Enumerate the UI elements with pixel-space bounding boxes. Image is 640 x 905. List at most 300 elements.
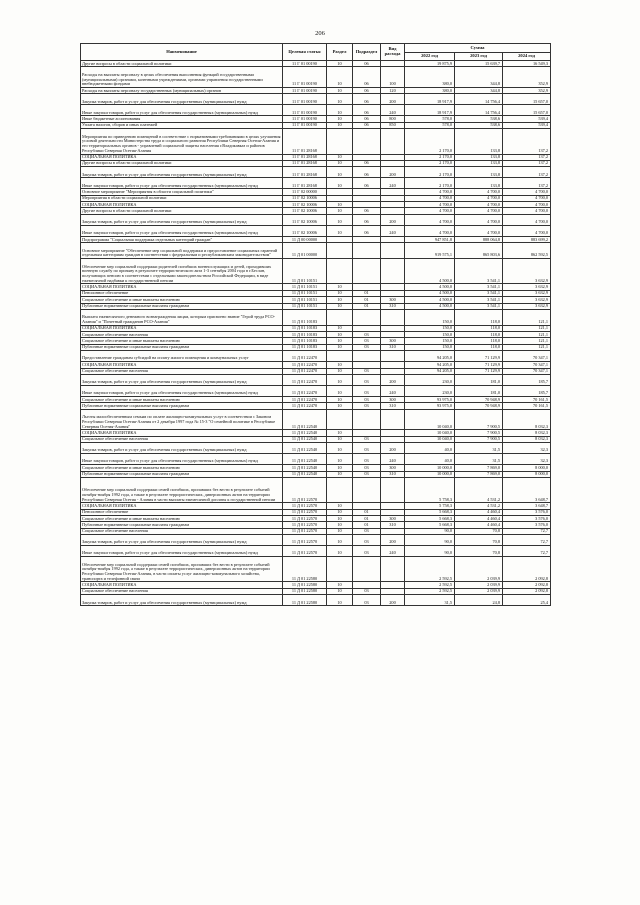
- row-section: 10: [327, 105, 353, 116]
- row-expense-type: 200: [381, 94, 405, 105]
- row-target-article: 11 Д 01 22540: [283, 409, 327, 430]
- row-target-article: 11 Г 02 10006: [283, 225, 327, 236]
- table-row: [81, 557, 551, 582]
- row-section: 10: [327, 332, 353, 338]
- row-section: 10: [327, 178, 353, 189]
- row-subsection: 03: [353, 546, 381, 557]
- row-sum-2023: 118,0: [455, 325, 503, 331]
- row-section: 10: [327, 528, 353, 534]
- row-sum-2024: 70 161,5: [503, 397, 551, 403]
- row-sum-2024: 121,1: [503, 309, 551, 325]
- row-sum-2023: 118,0: [455, 332, 503, 338]
- row-sum-2023: 71 129,9: [455, 362, 503, 368]
- row-target-article: 11 Д 01 10151: [283, 259, 327, 284]
- row-sum-2024: 121,1: [503, 344, 551, 350]
- row-sum-2023: 7 869,0: [455, 471, 503, 477]
- row-sum-2023: 71 129,9: [455, 351, 503, 362]
- row-subsection: 01: [353, 297, 381, 303]
- row-sum-2022: 4 700,0: [405, 214, 455, 225]
- row-sum-2022: 10 040,0: [405, 409, 455, 430]
- row-sum-2023: 3 541,1: [455, 284, 503, 290]
- row-target-article: 11 Д 01 22470: [283, 351, 327, 362]
- row-section: 10: [327, 430, 353, 436]
- row-sum-2022: 2 170,0: [405, 178, 455, 189]
- row-name: СОЦИАЛЬНАЯ ПОЛИТИКА: [81, 582, 283, 588]
- row-name: Иные закупки товаров, работ и услуг для обеспечения государственных (муниципальных) нужд: [81, 105, 283, 116]
- row-sum-2022: 10 040,0: [405, 430, 455, 436]
- table-row: [81, 546, 551, 557]
- header-target-article: Целевая статья: [283, 44, 327, 61]
- row-section: 10: [327, 122, 353, 128]
- row-target-article: 11 Д 01 22580: [283, 588, 327, 594]
- row-name: СОЦИАЛЬНАЯ ПОЛИТИКА: [81, 430, 283, 436]
- row-sum-2023: 4 700,0: [455, 225, 503, 236]
- row-name: Социальное обеспечение населения: [81, 436, 283, 442]
- row-subsection: 03: [353, 374, 381, 385]
- row-name: Закупка товаров, работ и услуг для обеспечения государственных (муниципальных) нужд: [81, 595, 283, 606]
- row-name: Публичные нормативные социальные выплаты гражданам: [81, 403, 283, 409]
- row-target-article: 11 Г 01 28168: [283, 167, 327, 178]
- page-number: 206: [315, 30, 325, 37]
- row-sum-2022: 150,0: [405, 344, 455, 350]
- row-name: Льготы малообеспеченным семьям по оплате жилищно-коммунальных услуг в соответствии с Законом Республики Северная Осетия-Алания от 2 декабря 1997 года № 15-3 "О семейной политике в Республике Северная Осетия-Алания": [81, 409, 283, 430]
- row-sum-2023: 14 756,4: [455, 94, 503, 105]
- row-target-article: 11 Д 01 10183: [283, 338, 327, 344]
- row-subsection: 03: [353, 368, 381, 374]
- row-name: Расходы на выплаты персоналу в целях обеспечения выполнения функций государственными (муниципальными) органами, казенными учреждениями, органами управления государственными внебюджетными фондами: [81, 67, 283, 88]
- row-target-article: 11 Д 01 10151: [283, 303, 327, 309]
- row-sum-2023: 24,8: [455, 595, 503, 606]
- row-section: 10: [327, 362, 353, 368]
- row-subsection: 06: [353, 225, 381, 236]
- row-target-article: 11 Д 00 00000: [283, 236, 327, 242]
- row-sum-2024: 8 000,0: [503, 471, 551, 477]
- row-sum-2023: 2 039,9: [455, 582, 503, 588]
- row-section: 10: [327, 303, 353, 309]
- row-name: Подпрограмма "Социальная поддержка отдельных категорий граждан": [81, 236, 283, 242]
- row-name: Закупка товаров, работ и услуг для обеспечения государственных (муниципальных) нужд: [81, 374, 283, 385]
- row-target-article: 11 Г 01 00190: [283, 122, 327, 128]
- header-subsection: Подраздел: [353, 44, 381, 61]
- row-name: Закупка товаров, работ и услуг для обеспечения государственных (муниципальных) нужд: [81, 167, 283, 178]
- row-target-article: 11 Г 02 00000: [283, 189, 327, 195]
- row-name: Основное мероприятие "Мероприятия в области социальной политики": [81, 189, 283, 195]
- row-subsection: 01: [353, 509, 381, 515]
- row-target-article: 11 Д 01 22470: [283, 397, 327, 403]
- row-sum-2024: 3 576,0: [503, 522, 551, 528]
- row-section: 10: [327, 368, 353, 374]
- row-target-article: 11 Г 01 28168: [283, 129, 327, 154]
- row-expense-type: [381, 129, 405, 154]
- row-sum-2022: 18 917,9: [405, 105, 455, 116]
- row-section: 10: [327, 503, 353, 509]
- row-subsection: 03: [353, 403, 381, 409]
- row-subsection: [353, 409, 381, 430]
- row-name: Пенсионное обеспечение: [81, 290, 283, 296]
- row-sum-2022: 2 592,5: [405, 582, 455, 588]
- row-sum-2023: 538,6: [455, 122, 503, 128]
- row-sum-2023: 344,8: [455, 87, 503, 93]
- row-sum-2024: 3 576,0: [503, 515, 551, 521]
- row-sum-2024: 70 347,1: [503, 351, 551, 362]
- row-sum-2022: 40,0: [405, 443, 455, 454]
- row-sum-2022: 5 668,3: [405, 522, 455, 528]
- row-expense-type: 200: [381, 443, 405, 454]
- row-subsection: 03: [353, 528, 381, 534]
- row-sum-2024: 539,4: [503, 122, 551, 128]
- row-subsection: 03: [353, 588, 381, 594]
- row-expense-type: 310: [381, 403, 405, 409]
- row-subsection: [353, 243, 381, 259]
- row-sum-2022: 5 758,3: [405, 477, 455, 502]
- row-sum-2024: 15 657,0: [503, 105, 551, 116]
- row-sum-2023: 118,0: [455, 309, 503, 325]
- row-sum-2022: 150,0: [405, 325, 455, 331]
- row-name: Мероприятия по приведению помещений в соответствие с нормативными требованиями в целях улучшения условий деятельности Министерства труда и социального развития Республики Северная Осетия-Алания и его территориальных органов - управлений социальной защиты населения г.Владикавказ и районов Республики Северная Осетия-Алания: [81, 129, 283, 154]
- row-sum-2023: 70,8: [455, 546, 503, 557]
- row-sum-2023: 7 900,5: [455, 430, 503, 436]
- row-sum-2024: 70 161,5: [503, 403, 551, 409]
- row-name: Другие вопросы в области социальной политики: [81, 208, 283, 214]
- row-target-article: 11 Д 01 22540: [283, 471, 327, 477]
- row-target-article: 11 Д 01 22540: [283, 430, 327, 436]
- row-name: Публичные нормативные социальные выплаты гражданам: [81, 522, 283, 528]
- row-sum-2024: 3 632,9: [503, 297, 551, 303]
- table-row: [81, 477, 551, 502]
- row-target-article: 11 Д 01 22570: [283, 546, 327, 557]
- row-subsection: 03: [353, 465, 381, 471]
- table-row: [81, 67, 551, 88]
- row-sum-2024: 4 700,0: [503, 189, 551, 195]
- row-name: СОЦИАЛЬНАЯ ПОЛИТИКА: [81, 325, 283, 331]
- row-subsection: 06: [353, 105, 381, 116]
- row-target-article: 11 Д 01 22540: [283, 454, 327, 465]
- row-expense-type: 120: [381, 87, 405, 93]
- row-name: СОЦИАЛЬНАЯ ПОЛИТИКА: [81, 202, 283, 208]
- row-sum-2023: 133,8: [455, 160, 503, 166]
- row-section: 10: [327, 471, 353, 477]
- row-target-article: 11 Д 01 10151: [283, 297, 327, 303]
- row-section: 10: [327, 284, 353, 290]
- row-section: 10: [327, 225, 353, 236]
- row-name: Другие вопросы в области социальной политики: [81, 160, 283, 166]
- header-expense-type: Вид расхода: [381, 44, 405, 61]
- row-target-article: 11 Д 01 00000: [283, 243, 327, 259]
- row-target-article: 11 Г 01 00190: [283, 116, 327, 122]
- row-sum-2022: 94 205,0: [405, 368, 455, 374]
- budget-table: [80, 43, 551, 606]
- row-sum-2022: 4 700,0: [405, 189, 455, 195]
- row-expense-type: 310: [381, 471, 405, 477]
- row-target-article: 11 Д 01 22470: [283, 368, 327, 374]
- row-section: 10: [327, 465, 353, 471]
- row-sum-2024: 3 648,7: [503, 503, 551, 509]
- row-name: Уплата налогов, сборов и иных платежей: [81, 122, 283, 128]
- table-row: [81, 243, 551, 259]
- row-target-article: 11 Д 01 22540: [283, 436, 327, 442]
- row-sum-2024: 137,2: [503, 167, 551, 178]
- row-section: 10: [327, 297, 353, 303]
- row-section: 10: [327, 116, 353, 122]
- row-expense-type: [381, 259, 405, 284]
- row-name: Обеспечение мер социальной поддержки семей погибших, пропавших без вести в результате событий октября-ноября 1992 года, а также в результате террористических, диверсионных актов на территории Республики Северная Осетия - Алания в части выплаты ежемесячной доплаты к государственной пенсии: [81, 477, 283, 502]
- row-sum-2023: 538,6: [455, 116, 503, 122]
- row-target-article: 11 Д 01 22580: [283, 582, 327, 588]
- row-sum-2022: 150,0: [405, 309, 455, 325]
- row-sum-2023: 181,0: [455, 374, 503, 385]
- row-section: 10: [327, 443, 353, 454]
- row-name: Расходы на выплаты персоналу государственных (муниципальных) органов: [81, 87, 283, 93]
- row-sum-2022: 40,0: [405, 454, 455, 465]
- row-sum-2024: 3 632,9: [503, 290, 551, 296]
- row-sum-2023: 4 700,0: [455, 208, 503, 214]
- row-sum-2023: 70,8: [455, 528, 503, 534]
- row-sum-2024: 32,3: [503, 454, 551, 465]
- row-name: Предоставление гражданам субсидий на оплату жилого помещения и коммунальных услуг: [81, 351, 283, 362]
- row-sum-2023: 3 541,1: [455, 297, 503, 303]
- row-target-article: 11 Д 01 22570: [283, 515, 327, 521]
- row-target-article: 11 Д 01 22570: [283, 509, 327, 515]
- row-sum-2022: 4 700,0: [405, 195, 455, 201]
- row-sum-2023: 133,8: [455, 167, 503, 178]
- row-section: 10: [327, 208, 353, 214]
- row-subsection: [353, 557, 381, 582]
- row-target-article: 11 Д 01 10183: [283, 325, 327, 331]
- row-section: [327, 259, 353, 284]
- row-target-article: 11 Д 01 22470: [283, 385, 327, 396]
- row-sum-2024: 72,7: [503, 546, 551, 557]
- row-section: 10: [327, 67, 353, 88]
- row-name: Социальное обеспечение населения: [81, 368, 283, 374]
- row-sum-2024: 862 592,5: [503, 243, 551, 259]
- row-sum-2024: 2 092,8: [503, 588, 551, 594]
- row-sum-2023: 4 700,0: [455, 189, 503, 195]
- row-sum-2024: 137,2: [503, 178, 551, 189]
- row-section: 10: [327, 546, 353, 557]
- row-subsection: 01: [353, 522, 381, 528]
- row-expense-type: 310: [381, 522, 405, 528]
- row-sum-2023: 118,0: [455, 338, 503, 344]
- row-sum-2023: 2 039,9: [455, 557, 503, 582]
- row-sum-2023: 344,8: [455, 67, 503, 88]
- table-row: [81, 385, 551, 396]
- row-sum-2022: 2 170,0: [405, 154, 455, 160]
- row-sum-2024: 185,7: [503, 374, 551, 385]
- row-name: Закупка товаров, работ и услуг для обеспечения государственных (муниципальных) нужд: [81, 534, 283, 545]
- row-target-article: 11 Г 02 10006: [283, 214, 327, 225]
- row-subsection: 03: [353, 332, 381, 338]
- row-name: Публичные нормативные социальные выплаты гражданам: [81, 471, 283, 477]
- row-sum-2024: 15 657,0: [503, 94, 551, 105]
- row-sum-2023: 4 460,4: [455, 522, 503, 528]
- row-expense-type: [381, 243, 405, 259]
- row-sum-2023: 4 700,0: [455, 195, 503, 201]
- row-subsection: [353, 351, 381, 362]
- row-section: 10: [327, 385, 353, 396]
- row-section: 10: [327, 61, 353, 67]
- row-name: Социальное обеспечение и иные выплаты населению: [81, 515, 283, 521]
- row-expense-type: 300: [381, 515, 405, 521]
- row-name: Социальное обеспечение населения: [81, 588, 283, 594]
- row-name: Публичные нормативные социальные выплаты гражданам: [81, 344, 283, 350]
- row-target-article: 11 Г 01 28168: [283, 178, 327, 189]
- row-name: Закупка товаров, работ и услуг для обеспечения государственных (муниципальных) нужд: [81, 94, 283, 105]
- row-subsection: 03: [353, 385, 381, 396]
- row-sum-2024: 137,2: [503, 154, 551, 160]
- row-sum-2022: 380,0: [405, 87, 455, 93]
- row-sum-2024: 352,9: [503, 67, 551, 88]
- row-name: Иные бюджетные ассигнования: [81, 116, 283, 122]
- row-expense-type: 850: [381, 122, 405, 128]
- row-sum-2023: 70 948,9: [455, 403, 503, 409]
- row-sum-2023: 3 541,1: [455, 259, 503, 284]
- row-target-article: 11 Д 01 10183: [283, 344, 327, 350]
- row-name: Закупка товаров, работ и услуг для обеспечения государственных (муниципальных) нужд: [81, 214, 283, 225]
- row-expense-type: 240: [381, 546, 405, 557]
- row-name: Другие вопросы в области социальной политики: [81, 61, 283, 67]
- row-section: 10: [327, 403, 353, 409]
- row-sum-2023: 133,8: [455, 154, 503, 160]
- row-name: Иные закупки товаров, работ и услуг для обеспечения государственных (муниципальных) нужд: [81, 225, 283, 236]
- row-sum-2024: 72,7: [503, 528, 551, 534]
- row-sum-2022: 18 917,9: [405, 94, 455, 105]
- row-sum-2022: 94 205,0: [405, 362, 455, 368]
- row-sum-2022: 4 700,0: [405, 202, 455, 208]
- row-subsection: 03: [353, 471, 381, 477]
- table-row: [81, 167, 551, 178]
- row-name: СОЦИАЛЬНАЯ ПОЛИТИКА: [81, 284, 283, 290]
- row-target-article: 11 Г 01 28168: [283, 154, 327, 160]
- row-sum-2023: 4 460,4: [455, 509, 503, 515]
- row-sum-2024: 3 632,9: [503, 303, 551, 309]
- row-sum-2022: 2 170,0: [405, 167, 455, 178]
- row-expense-type: 200: [381, 214, 405, 225]
- row-name: Иные закупки товаров, работ и услуг для обеспечения государственных (муниципальных) нужд: [81, 546, 283, 557]
- row-sum-2024: 3 648,7: [503, 477, 551, 502]
- table-row: [81, 105, 551, 116]
- row-expense-type: 300: [381, 465, 405, 471]
- row-section: 10: [327, 588, 353, 594]
- row-subsection: [353, 259, 381, 284]
- row-sum-2023: 4 460,4: [455, 515, 503, 521]
- row-sum-2024: 4 700,0: [503, 214, 551, 225]
- row-subsection: 03: [353, 397, 381, 403]
- row-sum-2022: 947 851,8: [405, 236, 455, 242]
- row-section: 10: [327, 167, 353, 178]
- row-sum-2022: 150,0: [405, 338, 455, 344]
- header-name: Наименование: [81, 44, 283, 61]
- table-body: [81, 61, 551, 606]
- row-expense-type: 200: [381, 167, 405, 178]
- row-sum-2023: 865 803,6: [455, 243, 503, 259]
- row-target-article: 11 Д 01 22540: [283, 443, 327, 454]
- row-subsection: [353, 477, 381, 502]
- row-subsection: 06: [353, 167, 381, 178]
- row-section: 10: [327, 87, 353, 93]
- row-section: 10: [327, 214, 353, 225]
- row-sum-2023: 7 869,0: [455, 465, 503, 471]
- row-target-article: 11 Д 01 22580: [283, 557, 327, 582]
- row-sum-2024: 137,2: [503, 160, 551, 166]
- row-expense-type: 300: [381, 397, 405, 403]
- row-target-article: 11 Д 01 22570: [283, 522, 327, 528]
- row-target-article: 11 Д 01 22570: [283, 534, 327, 545]
- row-expense-type: [381, 557, 405, 582]
- row-expense-type: [381, 351, 405, 362]
- row-sum-2024: 16 549,3: [503, 61, 551, 67]
- row-sum-2023: 31,5: [455, 443, 503, 454]
- row-name: Иные закупки товаров, работ и услуг для обеспечения государственных (муниципальных) нужд: [81, 454, 283, 465]
- row-sum-2024: 70 347,1: [503, 368, 551, 374]
- row-target-article: 11 Г 01 00190: [283, 67, 327, 88]
- row-name: Социальное обеспечение населения: [81, 332, 283, 338]
- row-sum-2023: 14 756,4: [455, 105, 503, 116]
- row-sum-2023: 31,5: [455, 454, 503, 465]
- row-sum-2023: 118,0: [455, 344, 503, 350]
- row-target-article: 11 Д 01 22570: [283, 528, 327, 534]
- row-name: Пенсионное обеспечение: [81, 509, 283, 515]
- row-sum-2023: 133,8: [455, 178, 503, 189]
- row-sum-2023: 3 541,1: [455, 290, 503, 296]
- table-row: [81, 129, 551, 154]
- row-target-article: 11 Д 01 22580: [283, 595, 327, 606]
- row-section: 10: [327, 94, 353, 105]
- row-expense-type: 240: [381, 385, 405, 396]
- row-subsection: 03: [353, 443, 381, 454]
- row-target-article: 11 Г 01 28168: [283, 160, 327, 166]
- row-section: 10: [327, 582, 353, 588]
- row-expense-type: 240: [381, 178, 405, 189]
- row-sum-2022: 4 500,0: [405, 303, 455, 309]
- row-section: [327, 243, 353, 259]
- row-sum-2024: 3 576,0: [503, 509, 551, 515]
- row-sum-2024: 25,4: [503, 595, 551, 606]
- row-subsection: 01: [353, 303, 381, 309]
- row-target-article: 11 Г 01 00190: [283, 61, 327, 67]
- row-subsection: 06: [353, 208, 381, 214]
- row-sum-2023: 70 948,9: [455, 397, 503, 403]
- row-section: 10: [327, 454, 353, 465]
- row-sum-2024: 4 700,0: [503, 195, 551, 201]
- row-name: Социальное обеспечение и иные выплаты населению: [81, 297, 283, 303]
- row-sum-2022: 919 575,1: [405, 243, 455, 259]
- header-year-2023: 2023 год: [455, 53, 503, 61]
- row-sum-2022: 4 700,0: [405, 208, 455, 214]
- row-name: Основное мероприятие "Обеспечение мер социальной поддержки и предоставление социальных гарантий отдельным категориям граждан в соответствии с федеральным и республиканским законодательством": [81, 243, 283, 259]
- row-subsection: [353, 129, 381, 154]
- row-sum-2022: 2 170,0: [405, 129, 455, 154]
- row-section: 10: [327, 534, 353, 545]
- row-expense-type: 240: [381, 454, 405, 465]
- row-sum-2023: 4 531,2: [455, 477, 503, 502]
- row-target-article: 11 Д 01 22540: [283, 465, 327, 471]
- row-section: 10: [327, 338, 353, 344]
- row-sum-2024: 121,1: [503, 338, 551, 344]
- row-section: [327, 409, 353, 430]
- row-expense-type: 200: [381, 595, 405, 606]
- row-sum-2024: 2 092,8: [503, 557, 551, 582]
- row-target-article: 11 Д 01 10151: [283, 290, 327, 296]
- row-name: Социальное обеспечение и иные выплаты населению: [81, 465, 283, 471]
- row-name: Выплата ежемесячного денежного вознаграждения лицам, которым присвоено звание "Герой труда РСО-Алания" и "Почетный гражданин РСО-Алания": [81, 309, 283, 325]
- row-name: Закупка товаров, работ и услуг для обеспечения государственных (муниципальных) нужд: [81, 443, 283, 454]
- row-name: Иные закупки товаров, работ и услуг для обеспечения государственных (муниципальных) нужд: [81, 385, 283, 396]
- row-expense-type: [381, 309, 405, 325]
- row-expense-type: 800: [381, 116, 405, 122]
- row-subsection: 06: [353, 122, 381, 128]
- row-expense-type: 310: [381, 303, 405, 309]
- row-expense-type: 300: [381, 297, 405, 303]
